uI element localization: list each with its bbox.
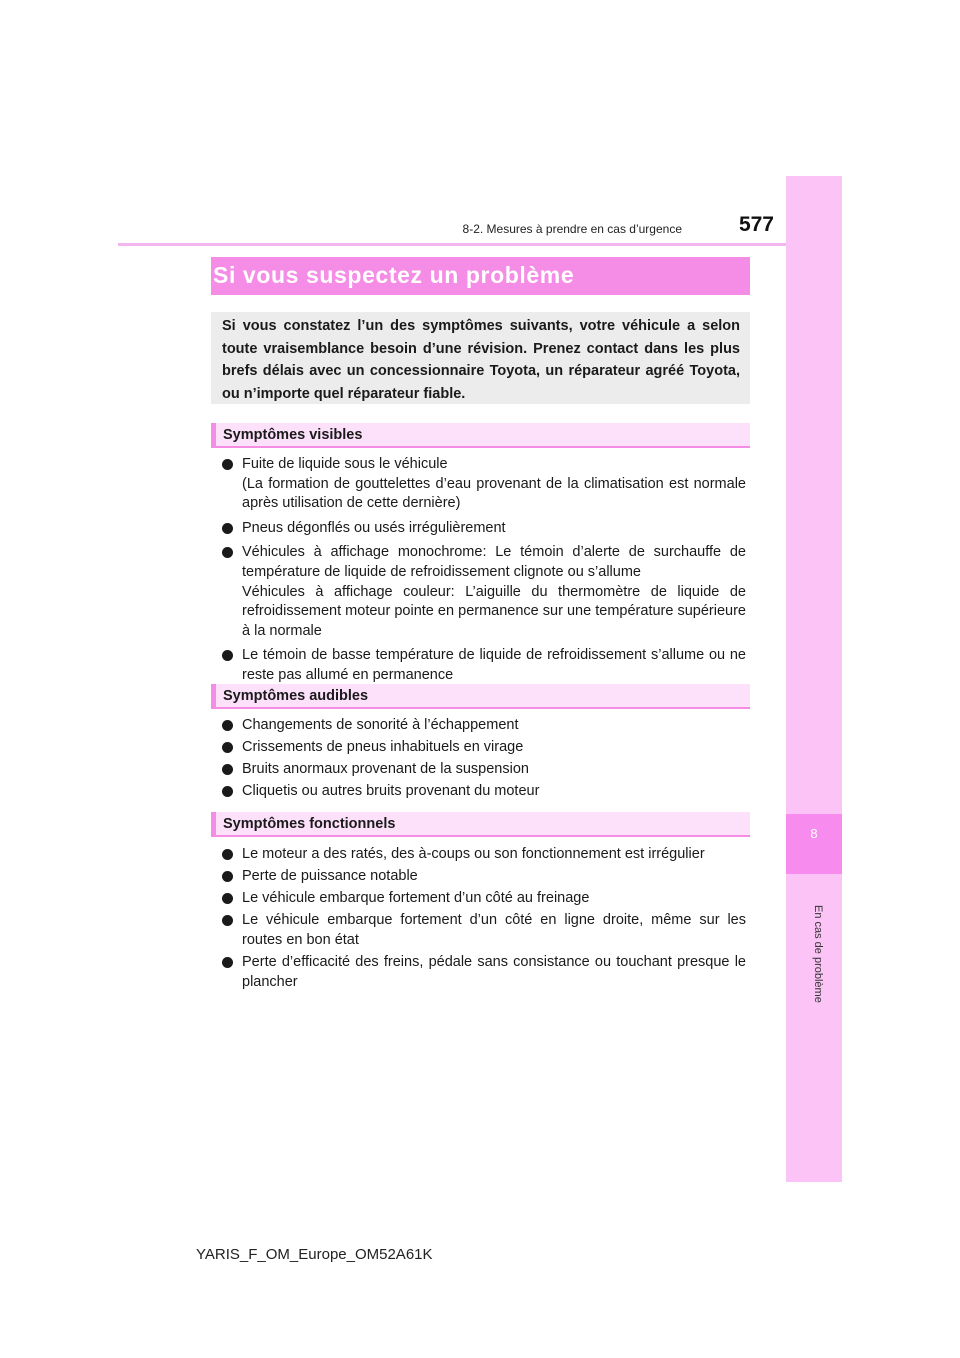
bullet-icon xyxy=(222,742,233,753)
bullet-icon xyxy=(222,871,233,882)
section-marker xyxy=(211,684,216,707)
list-item xyxy=(222,760,746,780)
bullet-icon xyxy=(222,893,233,904)
chapter-title: En cas de problème xyxy=(812,905,824,1003)
list-item xyxy=(222,867,746,887)
page-number: 577 xyxy=(738,213,774,236)
list-item xyxy=(222,845,746,865)
section-heading-audible xyxy=(211,684,750,709)
bullet-icon xyxy=(222,915,233,926)
item-text: Perte d’efficacité des freins, pédale sans consistance ou touchant presque le plancher xyxy=(242,953,746,990)
item-text: Le témoin de basse température de liquide de refroidissement s’allume ou ne reste pas allumé en permanence xyxy=(242,647,746,683)
visible-symptoms-list xyxy=(222,455,746,686)
section-heading-functional xyxy=(211,812,750,837)
intro-text: Si vous constatez l’un des symptômes suivants, votre véhicule a selon toute vraisemblance besoin d’une révision. Prenez contact dans les plus brefs délais avec un concessionnaire Toyota, un réparateur agréé Toyota, ou n’importe quel réparateur fiable. xyxy=(222,318,740,402)
item-text: Perte de puissance notable xyxy=(242,868,418,885)
list-item xyxy=(222,889,746,909)
bullet-icon xyxy=(222,459,233,470)
item-text: (La formation de gouttelettes d’eau provenant de la climatisation est normale après utilisation de cette dernière) xyxy=(242,475,746,512)
bullet-icon xyxy=(222,650,233,661)
list-item xyxy=(222,716,746,736)
section-heading-text: Symptômes fonctionnels xyxy=(223,816,396,832)
item-text: Le véhicule embarque fortement d’un côté au freinage xyxy=(242,890,590,907)
header-rule xyxy=(118,243,786,246)
list-item xyxy=(222,911,746,950)
item-text: Véhicules à affichage monochrome: Le témoin d’alerte de surchauffe de température de liquide de refroidissement clignote ou s’allume xyxy=(242,544,746,580)
list-item xyxy=(222,519,746,539)
item-text: Crissements de pneus inhabituels en virage xyxy=(242,739,524,756)
item-text: Le moteur a des ratés, des à-coups ou son fonctionnement est irrégulier xyxy=(242,846,705,862)
item-text: Bruits anormaux provenant de la suspension xyxy=(242,761,529,778)
item-text: Le véhicule embarque fortement d’un côté en ligne droite, même sur les routes en bon état xyxy=(242,912,746,948)
bullet-icon xyxy=(222,786,233,797)
bullet-icon xyxy=(222,764,233,775)
chapter-number: 8 xyxy=(810,826,818,841)
item-text: Véhicules à affichage couleur: L’aiguille du thermomètre de liquide de refroidissement moteur pointe en permanence sur une température supérieure à la normale xyxy=(242,583,746,639)
list-item xyxy=(222,455,746,514)
item-text: Fuite de liquide sous le véhicule xyxy=(242,456,448,472)
bullet-icon xyxy=(222,547,233,558)
list-item xyxy=(222,782,746,802)
chapter-number-tab xyxy=(786,814,842,874)
functional-symptoms-list xyxy=(222,845,746,992)
section-heading-visible xyxy=(211,423,750,448)
chapter-side-tab xyxy=(786,176,842,1182)
list-item xyxy=(222,953,746,992)
section-heading-text: Symptômes audibles xyxy=(223,688,369,704)
document-footer: YARIS_F_OM_Europe_OM52A61K xyxy=(196,1246,433,1263)
bullet-icon xyxy=(222,957,233,968)
bullet-icon xyxy=(222,720,233,731)
page-title: Si vous suspectez un problème xyxy=(213,262,575,288)
audible-symptoms-list xyxy=(222,716,746,802)
item-text: Changements de sonorité à l’échappement xyxy=(242,717,519,733)
section-heading-text: Symptômes visibles xyxy=(223,427,363,443)
item-text: Pneus dégonflés ou usés irrégulièrement xyxy=(242,519,506,536)
section-marker xyxy=(211,423,216,446)
list-item xyxy=(222,738,746,758)
running-header-section: 8-2. Mesures à prendre en cas d’urgence xyxy=(462,222,682,236)
item-text: Cliquetis ou autres bruits provenant du moteur xyxy=(242,783,540,800)
list-item xyxy=(222,646,746,685)
section-marker xyxy=(211,812,216,835)
bullet-icon xyxy=(222,523,233,534)
list-item xyxy=(222,543,746,641)
bullet-icon xyxy=(222,849,233,860)
